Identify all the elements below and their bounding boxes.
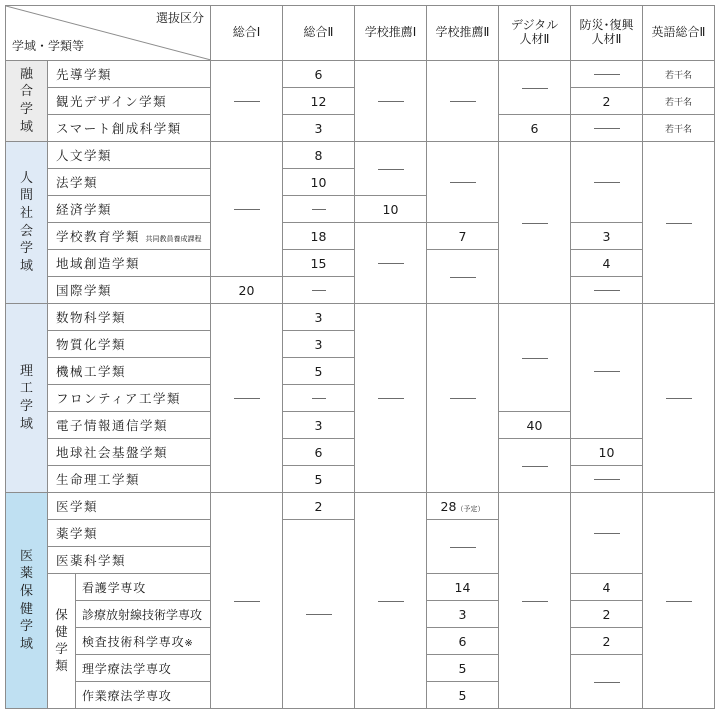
cell-dash: [571, 304, 643, 439]
cell-dash: [355, 223, 427, 304]
cell-dash: [427, 304, 499, 493]
corner-selection-label: 選抜区分: [155, 11, 204, 25]
cell-value: 7: [427, 223, 499, 250]
footnote-mark: ※: [184, 637, 194, 649]
program-name: 先導学類: [48, 61, 211, 88]
program-name: 地球社会基盤学類: [48, 439, 211, 466]
program-name: 機械工学類: [48, 358, 211, 385]
program-name: 理学療法学専攻: [76, 655, 211, 682]
program-name: 国際学類: [48, 277, 211, 304]
program-name: 薬学類: [48, 520, 211, 547]
hoken-group-label: 保 健 学 類: [48, 574, 76, 709]
program-name: スマート創成科学類: [48, 115, 211, 142]
cell-dash: [643, 142, 715, 304]
cell-dash: [571, 115, 643, 142]
cell-value: 3: [283, 331, 355, 358]
table-row: [6, 493, 715, 520]
col-header-suisen1: 学校推薦Ⅰ: [355, 6, 427, 61]
cell-dash: [571, 142, 643, 223]
cell-dash: [571, 655, 643, 709]
program-name: 作業療法学専攻: [76, 682, 211, 709]
cell-dash: [211, 61, 283, 142]
program-name: 看護学専攻: [76, 574, 211, 601]
value-note: （予定）: [456, 504, 485, 513]
cell-value: 15: [283, 250, 355, 277]
admission-table-wrapper: [5, 5, 715, 709]
cell-dash: [427, 142, 499, 223]
program-name: 観光デザイン学類: [48, 88, 211, 115]
cell-dash: [355, 304, 427, 493]
cell-value: 4: [571, 250, 643, 277]
program-name: フロンティア工学類: [48, 385, 211, 412]
cell-dash: [355, 61, 427, 142]
cell-value: 5: [427, 655, 499, 682]
cell-dash: [427, 250, 499, 304]
col-header-digital2: デジタル人材Ⅱ: [499, 6, 571, 61]
cell-value: 2: [571, 88, 643, 115]
cell-value: 14: [427, 574, 499, 601]
cell-dash: [283, 277, 355, 304]
cell-value: 10: [355, 196, 427, 223]
cell-dash: [211, 493, 283, 709]
program-name: 数物科学類: [48, 304, 211, 331]
cell-dash: [427, 520, 499, 574]
cell-dash: [427, 61, 499, 142]
program-name: 法学類: [48, 169, 211, 196]
cell-dash: [211, 304, 283, 493]
cell-value: 3: [571, 223, 643, 250]
cell-value: 10: [283, 169, 355, 196]
cell-dash: [571, 277, 643, 304]
cell-value: 若干名: [643, 61, 715, 88]
cell-dash: [571, 466, 643, 493]
program-note: 共同教員養成課程: [145, 235, 202, 243]
cell-value: 10: [571, 439, 643, 466]
domain-label-medical: 医 薬 保 健 学 域: [6, 493, 48, 709]
program-name: 医学類: [48, 493, 211, 520]
admission-quota-table: [5, 5, 715, 709]
cell-dash: [499, 142, 571, 304]
cell-dash: [283, 385, 355, 412]
cell-value: 若干名: [643, 88, 715, 115]
cell-value: 4: [571, 574, 643, 601]
col-header-eigo2: 英語総合Ⅱ: [643, 6, 715, 61]
cell-value: 2: [571, 628, 643, 655]
col-header-suisen2: 学校推薦Ⅱ: [427, 6, 499, 61]
cell-value: 6: [283, 61, 355, 88]
program-name: 生命理工学類: [48, 466, 211, 493]
col-header-sogo1: 総合Ⅰ: [211, 6, 283, 61]
header-row: [6, 6, 715, 61]
cell-value: 若干名: [643, 115, 715, 142]
cell-value: 18: [283, 223, 355, 250]
cell-dash: [211, 142, 283, 277]
program-name: 人文学類: [48, 142, 211, 169]
program-name: 診療放射線技術学専攻: [76, 601, 211, 628]
cell-value: 3: [283, 412, 355, 439]
program-name: 物質化学類: [48, 331, 211, 358]
program-name: 経済学類: [48, 196, 211, 223]
table-row: [6, 304, 715, 331]
cell-dash: [643, 493, 715, 709]
cell-dash: [355, 142, 427, 196]
cell-dash: [283, 196, 355, 223]
cell-dash: [499, 493, 571, 709]
cell-value: 12: [283, 88, 355, 115]
cell-value: 5: [427, 682, 499, 709]
table-row: [6, 61, 715, 88]
cell-value: 2: [571, 601, 643, 628]
cell-dash: [283, 520, 355, 709]
cell-value: 3: [283, 115, 355, 142]
cell-value: 28（予定）: [427, 493, 499, 520]
cell-value: 2: [283, 493, 355, 520]
cell-dash: [571, 61, 643, 88]
col-header-sogo2: 総合Ⅱ: [283, 6, 355, 61]
domain-label-science: 理 工 学 域: [6, 304, 48, 493]
cell-dash: [499, 304, 571, 412]
domain-label-human: 人 間 社 会 学 域: [6, 142, 48, 304]
col-header-bousai2: 防災･復興人材Ⅱ: [571, 6, 643, 61]
corner-header: [6, 6, 211, 61]
table-row: [6, 223, 715, 250]
cell-value: 8: [283, 142, 355, 169]
program-name: 電子情報通信学類: [48, 412, 211, 439]
table-row: [6, 142, 715, 169]
cell-dash: [643, 304, 715, 493]
cell-value: 6: [499, 115, 571, 142]
program-name: 学校教育学類 共同教員養成課程: [48, 223, 211, 250]
program-name: 地域創造学類: [48, 250, 211, 277]
program-name: 医薬科学類: [48, 547, 211, 574]
cell-dash: [571, 493, 643, 574]
cell-value: 3: [427, 601, 499, 628]
cell-dash: [355, 493, 427, 709]
corner-domain-label: 学域・学類等: [12, 39, 85, 54]
cell-value: 6: [427, 628, 499, 655]
cell-value: 40: [499, 412, 571, 439]
domain-label-fusion: 融 合 学 域: [6, 61, 48, 142]
cell-value: 3: [283, 304, 355, 331]
cell-value: 6: [283, 439, 355, 466]
cell-value: 5: [283, 358, 355, 385]
cell-dash: [499, 439, 571, 493]
cell-dash: [499, 61, 571, 115]
cell-value: 20: [211, 277, 283, 304]
program-name: 検査技術科学専攻※: [76, 628, 211, 655]
cell-value: 5: [283, 466, 355, 493]
